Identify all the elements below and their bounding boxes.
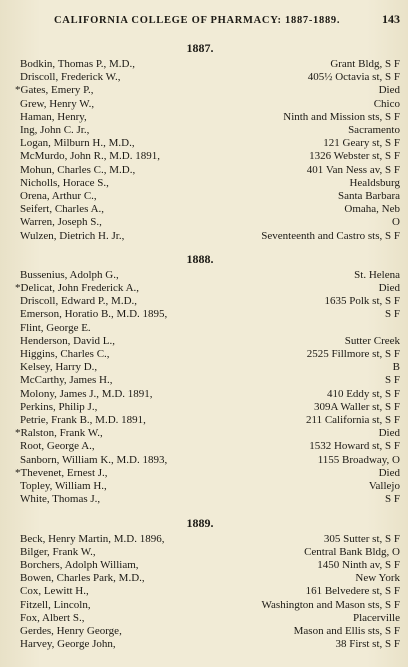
graduate-address: 2525 Fillmore st, S F — [306, 348, 400, 361]
graduate-address: 1450 Ninth av, S F — [317, 558, 400, 571]
page-header — [54, 12, 400, 27]
graduate-address: S F — [385, 374, 400, 387]
graduate-address: 305 Sutter st, S F — [323, 532, 400, 545]
graduate-address: 405½ Octavia st, S F — [307, 71, 400, 84]
graduate-address: Santa Barbara — [338, 190, 400, 203]
graduate-name: Driscoll, Edward P., M.D., — [20, 295, 138, 308]
graduate-name: Orena, Arthur C., — [20, 190, 97, 203]
roster — [15, 41, 400, 651]
graduate-name: Gerdes, Henry George, — [20, 624, 122, 637]
graduate-address: 309A Waller st, S F — [313, 400, 400, 413]
roster-entry — [20, 361, 400, 374]
graduate-address: 401 Van Ness av, S F — [306, 163, 400, 176]
graduate-name: Logan, Milburn H., M.D., — [20, 137, 135, 150]
graduate-address: 1532 Howard st, S F — [309, 440, 400, 453]
roster-entry — [20, 585, 400, 598]
roster-entry — [20, 230, 400, 243]
graduate-name: Ing, John C. Jr., — [20, 124, 90, 137]
graduate-address: New York — [355, 572, 400, 585]
graduate-address: Washington and Mason sts, S F — [261, 598, 400, 611]
graduate-name: Wulzen, Dietrich H. Jr., — [20, 229, 125, 242]
graduate-name: Sanborn, William K., M.D. 1893, — [20, 453, 168, 466]
roster-entry — [15, 427, 400, 440]
year-heading: 1888. — [186, 251, 214, 266]
graduate-address: S F — [385, 308, 400, 321]
year-heading: 1887. — [186, 41, 214, 55]
graduate-address: Central Bank Bldg, O — [304, 545, 400, 558]
roster-entry — [20, 348, 400, 361]
roster-entry — [20, 546, 400, 559]
graduate-address: 1155 Broadway, O — [317, 453, 400, 466]
graduate-name: Bodkin, Thomas P., M.D., — [20, 58, 136, 70]
roster-entry — [20, 612, 400, 625]
graduate-name: *Thevenet, Ernest J., — [15, 466, 108, 479]
page-number: 143 — [382, 12, 400, 26]
graduate-name: Topley, William H., — [20, 480, 107, 493]
graduate-name: McMurdo, John R., M.D. 1891, — [20, 150, 160, 163]
graduate-name: Beck, Henry Martin, M.D. 1896, — [20, 532, 165, 545]
graduate-name: *Delicat, John Frederick A., — [15, 282, 140, 295]
roster-entry — [20, 203, 400, 216]
graduate-name: Cox, Lewitt H., — [20, 585, 89, 598]
graduate-address: Mason and Ellis sts, S F — [293, 624, 400, 637]
graduate-name: Fitzell, Lincoln, — [20, 598, 91, 611]
graduate-name: Higgins, Charles C., — [20, 348, 110, 361]
graduate-name: Bilger, Frank W., — [20, 545, 96, 558]
roster-entry — [20, 533, 400, 546]
graduate-address: Died — [378, 282, 400, 295]
graduate-name: Petrie, Frank B., M.D. 1891, — [20, 414, 146, 427]
roster-entry — [20, 401, 400, 414]
roster-entry — [20, 335, 400, 348]
graduate-name: White, Thomas J., — [20, 493, 101, 506]
roster-entry — [20, 177, 400, 190]
graduate-name: Mohun, Charles C., M.D., — [20, 163, 136, 176]
graduate-address: Sutter Creek — [344, 334, 400, 347]
roster-entry — [20, 480, 400, 493]
roster-entry — [20, 124, 400, 137]
graduate-name: Seifert, Charles A., — [20, 203, 105, 216]
graduate-address: B — [392, 361, 400, 374]
roster-entry — [20, 190, 400, 203]
graduate-name: Flint, George E. — [20, 321, 91, 334]
graduate-address: 211 California st, S F — [305, 414, 400, 427]
graduate-name: Perkins, Philip J., — [20, 400, 98, 413]
roster-entry — [20, 388, 400, 401]
graduate-address: 161 Belvedere st, S F — [305, 585, 400, 598]
graduate-name: Henderson, David L., — [20, 334, 116, 347]
graduate-address: Vallejo — [368, 480, 400, 493]
roster-entry — [20, 98, 400, 111]
graduate-name: Molony, James J., M.D. 1891, — [20, 387, 153, 400]
roster-entry — [15, 466, 400, 480]
roster-entry — [20, 572, 400, 585]
graduate-name: Bussenius, Adolph G., — [20, 268, 119, 281]
graduate-address: 1635 Polk st, S F — [324, 295, 400, 308]
roster-entry — [20, 58, 400, 71]
graduate-address: Grant Bldg, S F — [330, 58, 400, 70]
roster-entry — [20, 374, 400, 387]
roster-entry — [15, 84, 400, 97]
graduate-name: Nicholls, Horace S., — [20, 176, 109, 189]
running-title: CALIFORNIA COLLEGE OF PHARMACY: 1887-1889. — [54, 15, 341, 26]
graduate-address: Died — [378, 427, 400, 440]
roster-entry — [20, 440, 400, 453]
year-section — [15, 41, 400, 243]
graduate-name: *Gates, Emery P., — [15, 84, 94, 97]
graduate-address: 410 Eddy st, S F — [326, 387, 400, 400]
graduate-name: Kelsey, Harry D., — [20, 361, 98, 374]
roster-entry — [20, 625, 400, 638]
graduate-address: Died — [378, 84, 400, 97]
graduate-address: 121 Geary st, S F — [323, 137, 400, 150]
roster-entry — [20, 599, 400, 612]
roster-entry — [20, 638, 400, 651]
graduate-address: Healdsburg — [349, 176, 400, 189]
roster-entry — [20, 150, 400, 163]
graduate-name: *Ralston, Frank W., — [15, 427, 103, 440]
roster-entry — [20, 71, 400, 84]
graduate-address: St. Helena — [354, 268, 400, 281]
graduate-address: Chico — [373, 97, 400, 110]
graduate-address: Sacramento — [348, 124, 400, 137]
graduate-name: Emerson, Horatio B., M.D. 1895, — [20, 308, 168, 321]
graduate-name: Fox, Albert S., — [20, 611, 85, 624]
graduate-address: O — [392, 216, 400, 229]
year-heading: 1889. — [186, 515, 214, 530]
graduate-name: Bowen, Charles Park, M.D., — [20, 572, 145, 585]
roster-entry — [20, 216, 400, 229]
roster-entry — [20, 269, 400, 282]
roster-entry — [20, 295, 400, 308]
graduate-name: Haman, Henry, — [20, 110, 87, 123]
roster-entry — [20, 164, 400, 177]
roster-entry — [20, 454, 400, 467]
graduate-name: McCarthy, James H., — [20, 374, 113, 387]
roster-entry — [20, 414, 400, 427]
graduate-address: Died — [378, 466, 400, 479]
graduate-name: Root, George A., — [20, 440, 95, 453]
graduate-name: Harvey, George John, — [20, 638, 116, 651]
year-section — [15, 251, 400, 507]
graduate-name: Driscoll, Frederick W., — [20, 71, 121, 84]
graduate-address: Seventeenth and Castro sts, S F — [261, 229, 400, 242]
roster-entry — [20, 493, 400, 506]
roster-entry — [20, 111, 400, 124]
graduate-address: Ninth and Mission sts, S F — [283, 110, 400, 123]
graduate-name: Grew, Henry W., — [20, 97, 95, 110]
year-section — [20, 516, 400, 652]
graduate-address: S F — [385, 493, 400, 506]
graduate-name: Borchers, Adolph William, — [20, 558, 139, 571]
roster-entry — [20, 559, 400, 572]
graduate-address: 38 First st, S F — [335, 638, 400, 651]
roster-entry — [20, 137, 400, 150]
graduate-name: Warren, Joseph S., — [20, 216, 102, 229]
roster-entry — [20, 322, 400, 335]
roster-entry — [15, 282, 400, 295]
graduate-address: Placerville — [352, 611, 400, 624]
graduate-address: 1326 Webster st, S F — [309, 150, 400, 163]
roster-entry — [20, 308, 400, 321]
graduate-address: Omaha, Neb — [344, 203, 400, 216]
